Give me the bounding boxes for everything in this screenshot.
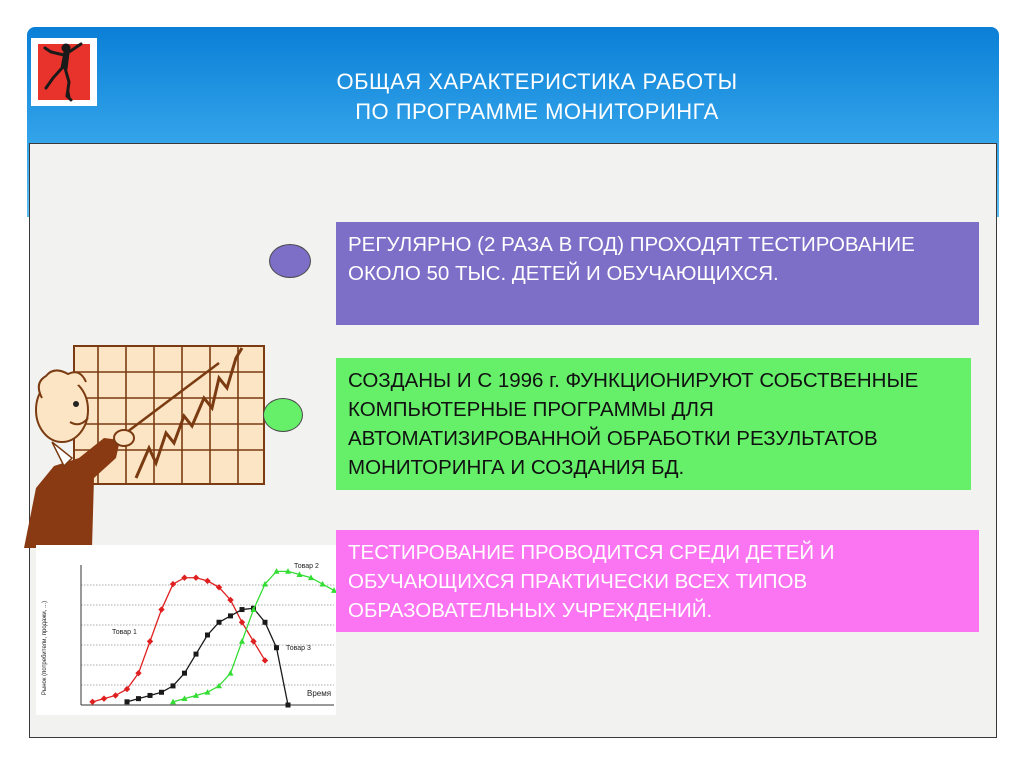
data-point-s1-3	[112, 692, 118, 698]
data-point-s2-10	[228, 613, 233, 618]
data-point-s2-7	[194, 652, 199, 657]
info-text-2: СОЗДАНЫ И С 1996 г. ФУНКЦИОНИРУЮТ СОБСТВЕННЫЕ КОМПЬЮТЕРНЫЕ ПРОГРАММЫ ДЛЯ АВТОМАТИЗИРОВАННОЙ ОБРАБОТКИ РЕЗУЛЬТАТОВ МОНИТОРИНГА И СОЗДАНИЯ БД.	[348, 369, 919, 479]
data-point-s1-6	[147, 638, 153, 644]
data-point-s2-8	[205, 633, 210, 638]
data-point-s2-3	[148, 693, 153, 698]
data-point-s1-15	[250, 638, 256, 644]
data-point-s1-1	[89, 699, 95, 705]
title-line-2: ПО ПРОГРАММЕ МОНИТОРИНГА	[355, 99, 719, 124]
data-point-s2-13	[263, 620, 268, 625]
info-box-institutions	[336, 530, 979, 632]
data-point-s2-1	[125, 699, 130, 704]
y-axis-label: Рынок (потребители, продажи, ...)	[42, 600, 49, 696]
x-axis-label: Время	[307, 689, 332, 698]
data-point-s3-4	[205, 689, 211, 695]
data-point-s2-9	[217, 620, 222, 625]
data-point-s1-8	[170, 581, 176, 587]
dancer-icon	[31, 38, 97, 106]
series-label-1: Товар 1	[112, 629, 137, 636]
data-point-s1-9	[181, 575, 187, 581]
data-point-s3-14	[320, 581, 326, 587]
series-label-3: Товар 3	[286, 645, 311, 652]
info-box-testing-frequency	[336, 222, 979, 325]
slide-title	[157, 67, 917, 127]
data-point-s1-11	[204, 578, 210, 584]
presenter-cartoon-illustration	[24, 338, 274, 548]
bullet-icon-green	[263, 398, 303, 432]
data-point-s3-7	[239, 638, 245, 644]
data-point-s2-14	[274, 645, 279, 650]
dancer-logo	[31, 38, 97, 106]
data-point-s1-16	[262, 657, 268, 663]
data-point-s2-2	[136, 696, 141, 701]
chart-svg	[36, 545, 336, 715]
info-box-software	[336, 358, 971, 490]
series-label-2: Товар 2	[294, 563, 319, 570]
info-text-3: ТЕСТИРОВАНИЕ ПРОВОДИТСЯ СРЕДИ ДЕТЕЙ И ОБУЧАЮЩИХСЯ ПРАКТИЧЕСКИ ВСЕХ ТИПОВ ОБРАЗОВАТЕЛЬНЫХ УЧРЕЖДЕНИЙ.	[348, 541, 835, 622]
data-point-s3-6	[228, 670, 234, 676]
bullet-icon-purple	[269, 244, 311, 278]
series-line-1	[93, 578, 266, 702]
data-point-s2-4	[159, 690, 164, 695]
data-point-s2-6	[182, 671, 187, 676]
data-point-s2-15	[286, 703, 291, 708]
data-point-s1-10	[193, 575, 199, 581]
data-point-s1-14	[239, 619, 245, 625]
data-point-s1-7	[158, 606, 164, 612]
data-point-s2-5	[171, 683, 176, 688]
product-lifecycle-chart	[36, 545, 336, 715]
data-point-s1-2	[101, 695, 107, 701]
info-text-1: РЕГУЛЯРНО (2 РАЗА В ГОД) ПРОХОДЯТ ТЕСТИРОВАНИЕ ОКОЛО 50 ТЫС. ДЕТЕЙ И ОБУЧАЮЩИХСЯ.	[348, 233, 915, 285]
series-line-3	[173, 571, 334, 701]
data-point-s2-11	[240, 607, 245, 612]
title-line-1: ОБЩАЯ ХАРАКТЕРИСТИКА РАБОТЫ	[336, 69, 738, 94]
